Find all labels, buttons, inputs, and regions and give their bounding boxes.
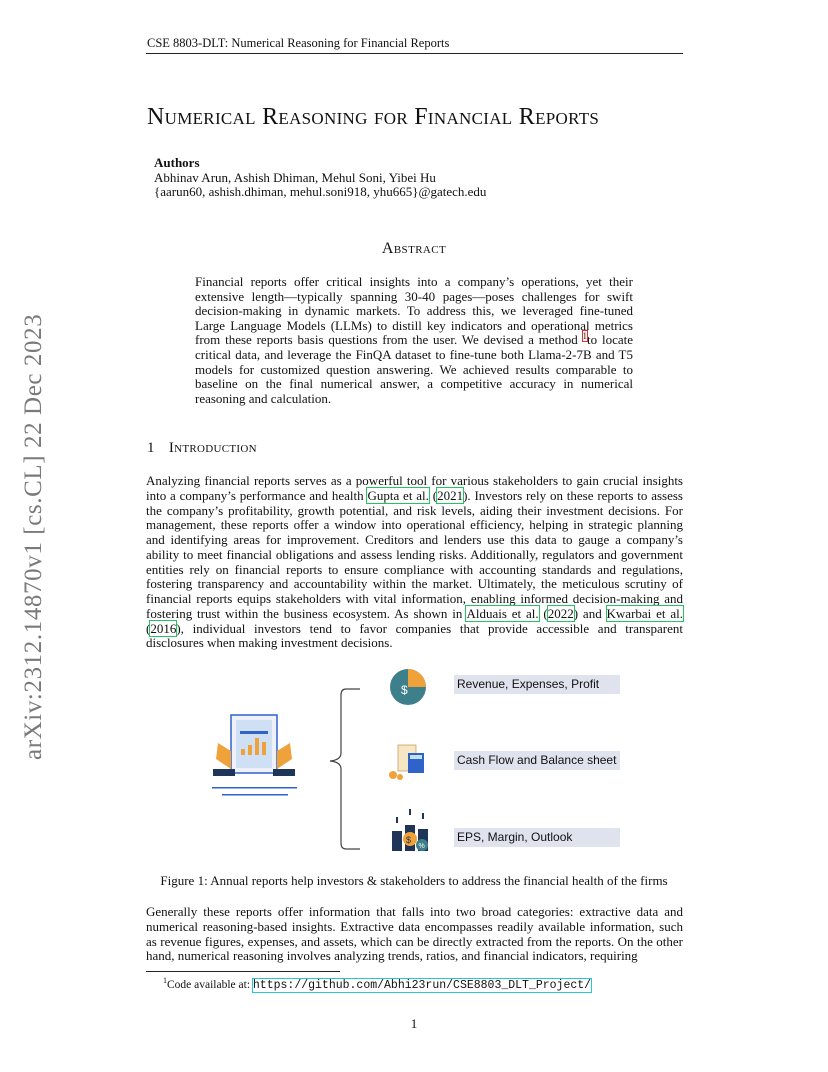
- section-heading-introduction: [147, 440, 257, 457]
- footnote-label: Code available at:: [167, 978, 253, 991]
- page-number: 1: [410, 1016, 418, 1031]
- figure-1: [200, 665, 640, 865]
- svg-text:$: $: [401, 683, 408, 697]
- running-head: CSE 8803-DLT: Numerical Reasoning for Financial Reports: [147, 36, 450, 50]
- citation-link[interactable]: Gupta et al.: [367, 487, 429, 503]
- footnote-mark: 1: [163, 976, 167, 985]
- citation-link[interactable]: Alduais et al.: [466, 605, 539, 621]
- author-emails: {aarun60, ashish.dhiman, mehul.soni918, yhu665}@gatech.edu: [154, 184, 487, 199]
- citation-link[interactable]: Kwarbai et al.: [606, 605, 683, 621]
- text-run: ). Investors rely on these reports to assess the company’s profitability, growth potential, and risk levels, aiding their investment decisions. For management, these reports offer a window into operational efficiency, helping in strategic planning and identifying areas for improvement. Creditors and lenders use this data to gauge a company’s ability to meet financial obligations and assess lending risks. Additionally, regulators and government entities rely on financial reports to ensure compliance with accounting standards and regulations, fostering transparency and accountability within the market. Ultimately, the meticulous scrutiny of financial reports equips stakeholders with vital information, enabling informed decision-making and fostering trust within the business ecosystem. As shown in: [146, 487, 683, 621]
- section-number: 1: [147, 440, 155, 456]
- section-title: Introduction: [168, 440, 257, 456]
- figure-label-revenue: Revenue, Expenses, Profit: [454, 675, 620, 694]
- arxiv-stamp: arXiv:2312.14870v1 [cs.CL] 22 Dec 2023: [20, 313, 47, 760]
- intro-paragraph: [146, 474, 683, 651]
- footnote-link[interactable]: 1: [582, 331, 588, 342]
- footnote: [163, 976, 591, 992]
- figure-label-eps: EPS, Margin, Outlook: [454, 828, 620, 847]
- body-paragraph: Generally these reports offer information that falls into two broad categories: extractive data and numerical reasoning-based insights. Extractive data encompasses readily available information, such as revenue figures, expenses, and assets, which can be directly extracted from the reports. On the other hand, numerical reasoning involves analyzing trends, ratios, and financial indicators, requiring: [146, 904, 683, 964]
- abstract-heading: Abstract: [381, 240, 447, 257]
- growth-buildings-icon: [392, 809, 428, 851]
- author-names: Abhinav Arun, Ashish Dhiman, Mehul Soni, Yibei Hu: [154, 169, 436, 185]
- abstract-text: [195, 275, 633, 406]
- text-run: ) and: [573, 605, 607, 621]
- brace: [330, 689, 360, 849]
- footnote-rule: [146, 971, 340, 972]
- citation-year-link[interactable]: 2022: [547, 605, 574, 621]
- figure-caption: Figure 1: Annual reports help investors & stakeholders to address the financial health of the firms: [160, 873, 668, 888]
- text-run: ), individual investors tend to favor companies that provide accessible and transparent disclosures when making investment decisions.: [146, 620, 683, 651]
- paper-title: Numerical Reasoning for Financial Reports: [147, 104, 600, 130]
- text-run: Analyzing financial reports serves as a powerful tool for various stakeholders to gain crucial insights into a company’s performance and health: [146, 473, 683, 503]
- authors-heading: Authors: [154, 155, 200, 170]
- citation-year-link[interactable]: 2021: [437, 487, 464, 503]
- code-url-link[interactable]: https://github.com/Abhi23run/CSE8803_DLT_Project/: [252, 978, 592, 992]
- abstract-text-part1: Financial reports offer critical insights into a company’s operations, yet their extensive length—typically spanning 30-40 pages—poses challenges for swift decision-making in dynamic markets. To address this, we leveraged fine-tuned Large Language Models (LLMs) to distill key indicators and operational metrics from these reports basis questions from the user. We devised a method: [195, 274, 633, 348]
- text-run: (: [146, 620, 151, 636]
- text-run: (: [538, 605, 548, 621]
- text-run: (: [428, 487, 438, 503]
- report-document-icon: [212, 715, 297, 796]
- figure-label-cash-flow: Cash Flow and Balance sheet: [454, 751, 620, 770]
- header-rule: [146, 53, 683, 54]
- svg-text:$: $: [406, 835, 412, 845]
- abstract-text-part2: to locate critical data, and leverage the FinQA dataset to fine-tune both Llama-2-7B and T5 models for customized question answering. We achieved results comparable to baseline on the final numerical answer, a competitive accuracy in numerical reasoning and calculation.: [195, 332, 633, 406]
- calculator-coins-icon: [389, 745, 424, 780]
- citation-year-link[interactable]: 2016: [150, 620, 177, 636]
- svg-text:%: %: [418, 843, 425, 850]
- authors-block: [154, 156, 486, 200]
- pie-chart-money-icon: [390, 669, 426, 705]
